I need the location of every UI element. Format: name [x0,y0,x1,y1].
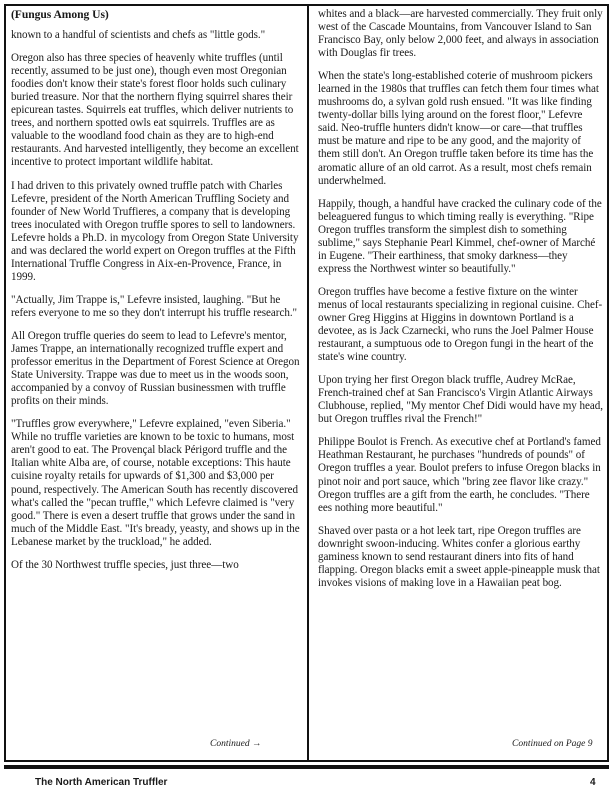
paragraph: Philippe Boulot is French. As executive chef at Portland's famed Heathman Restaurant, he purchases "hundreds of pounds" of Oregon truffles a year. Boulot prefers to infuse Oregon blacks in pinot noir and port sauce, which "bring zee flavor like crazy." Oregon truffles are a gift from the earth, he concludes. "There ees nothing more beautiful." [318,436,601,514]
left-column [11,8,301,756]
paragraph: "Truffles grow everywhere," Lefevre explained, "even Siberia." While no truffle varieties are known to be toxic to humans, most aren't good to eat. The Provençal black Périgord truffle and the Italian white Alba are, of course, notable exceptions: This haute cuisine royalty retails for upwards of $1,300 and $3,000 per pound, respectively. The American South has recently discovered what's called the "pecan truffle," which Lefevre claimed is "very good." There is even a desert truffle that grows under the sand in much of the Middle East. "It's bready, yeasty, and shows up in the Lebanese market by the truckload," he added. [11,418,300,548]
paragraph: known to a handful of scientists and chefs as "little gods." [11,29,266,42]
paragraph: Of the 30 Northwest truffle species, just three—two [11,558,239,571]
section-title: (Fungus Among Us) [11,8,109,21]
continued-marker: Continued → [210,739,262,749]
paragraph: "Actually, Jim Trappe is," Lefevre insisted, laughing. "But he refers everyone to me so they don't interrupt his truffle research." [11,293,298,319]
column-divider [307,4,309,762]
page-number: 4 [590,777,596,788]
footer-rule [4,765,609,769]
paragraph: Shaved over pasta or a hot leek tart, ripe Oregon truffles are downright swoon-inducing. Whites confer a glorious earthy gaminess known to send restaurant diners into fits of hand flapping. Oregon blacks emit a sweet apple-pineapple musk that invokes visions of making love in a Hawaiian peat bog. [318,524,600,589]
paragraph: Oregon also has three species of heavenly white truffles (until recently, assumed to be just one), though even most Oregonian foodies don't know their state's forest floor holds such culinary buried treasure. Nor that the northern flying squirrel shares their epicurean tastes. Squirrels eat truffles, which deliver nutrients to trees, and northern spotted owls eat squirrels. Truffles are as valuable to the woodland food chain as they are to high-end restaurants. And harvested intelligently, they become an excellent incentive to protect important wildlife habitat. [11,52,299,169]
continued-on-page-link[interactable]: Continued on Page 9 [512,739,593,749]
paragraph: When the state's long-established coterie of mushroom pickers learned in the 1980s that truffles can fetch them four times what mushrooms do, a sylvan gold rush ensued. "It was like finding twenty-dollar bills lying around on the forest floor," Lefevre said. Neo-truffle hunters didn't know—or care—that truffles must be mature and ripe to be any good, and the majority of them still don't. An Oregon truffle taken before its time has the aromatic allure of an old carrot. As a result, most chefs remain underwhelmed. [318,70,599,187]
publication-name: The North American Truffler [35,777,168,788]
paragraph: I had driven to this privately owned truffle patch with Charles Lefevre, president of the North American Truffling Society and founder of New World Truffieres, a company that is developing trees inoculated with Oregon truffle spores to sell to landowners. Lefevre holds a Ph.D. in mycology from Oregon State University and was declared the world expert on Oregon truffles at the Fifth International Truffle Congress in Aix-en-Provence, France, in 1999. [11,179,299,283]
paragraph: Oregon truffles have become a festive fixture on the winter menus of local restaurants specializing in regional cuisine. Chef-owner Greg Higgins at Higgins in downtown Portland is a devotee, as is Jack Czarnecki, who runs the Joel Palmer House restaurant, a sumptuous ode to Oregon fungi in the heart of the state's wine country. [318,285,603,364]
paragraph: All Oregon truffle queries do seem to lead to Lefevre's mentor, James Trappe, an internationally recognized truffle expert and professor emeritus in the Department of Forest Science at Oregon State University. Trappe was due to meet us in the woods soon, accompanied by a convoy of Russian businessmen with truffle profits on their minds. [11,329,300,408]
paragraph: Upon trying her first Oregon black truffle, Audrey McRae, French-trained chef at San Francisco's Virgin Atlantic Airways Clubhouse, replied, "My mentor Chef Didi would have my head, but Oregon truffles rival the French!" [318,374,603,426]
paragraph: Happily, though, a handful have cracked the culinary code of the beleaguered fungus to which timing really is everything. "Ripe Oregon truffles transform the simplest dish to something sublime," says Stephanie Pearl Kimmel, chef-owner of Marché in Eugene. "Their earthiness, that smoky darkness—they express the Northwest winter so beautifully." [318,197,602,275]
paragraph: whites and a black—are harvested commercially. They fruit only west of the Cascade Mountains, from Vancouver Island to San Francisco Bay, only below 2,000 feet, and always in association with Douglas fir trees. [318,8,603,60]
right-column [318,8,603,756]
